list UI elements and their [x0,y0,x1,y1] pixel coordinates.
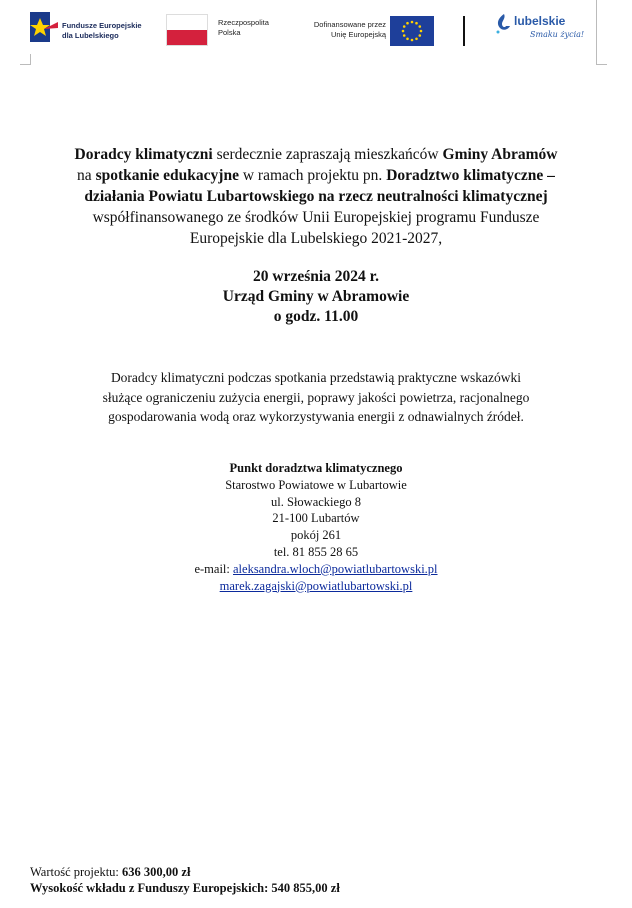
intro-bold-advisors: Doradcy klimatyczni [74,146,213,163]
intro-text: serdecznie zapraszają mieszkańców [212,146,443,163]
eu-flag-icon [390,16,434,46]
description-line: Doradcy klimatyczni podczas spotkania przedstawią praktyczne wskazówki [110,370,522,385]
eu-logo-line2: Unię Europejską [330,30,386,39]
intro-bold-meeting: spotkanie edukacyjne [95,167,239,184]
event-time: o godz. 11.00 [273,308,359,325]
event-description [30,368,602,427]
lubelskie-slogan: Smaku życia! [530,30,585,39]
fe-star-icon [30,12,58,42]
fundusze-europejskie-logo [30,12,160,50]
event-place: Urząd Gminy w Abramowie [222,288,410,305]
rzeczpospolita-logo [166,14,286,50]
page-corner-mark [596,54,607,65]
eu-funding-logo [298,14,438,50]
contact-org: Starostwo Powiatowe w Lubartowie [225,477,407,492]
eu-contribution-label: Wysokość wkładu z Funduszy Europejskich: [30,881,272,895]
intro-bold-project: Doradztwo klimatyczne – [386,167,555,184]
contact-street: ul. Słowackiego 8 [271,494,361,509]
invitation-text [30,144,602,249]
rp-logo-line1: Rzeczpospolita [218,18,269,27]
event-date: 20 września 2024 r. [253,268,379,285]
project-value: 636 300,00 zł [122,865,191,879]
eu-logo-line1: Dofinansowane przez [313,20,386,29]
intro-bold-gmina: Gminy Abramów [442,146,558,163]
intro-bold-project-cont: działania Powiatu Lubartowskiego na rzecz neutralności klimatycznej [84,188,548,205]
page-corner-mark [596,0,607,54]
polish-flag-icon [166,14,208,46]
fe-logo-line1: Fundusze Europejskie [62,21,142,30]
email-label: e-mail: [194,561,233,576]
logo-strip [0,0,632,60]
event-details [30,267,602,327]
eu-contribution-value: 540 855,00 zł [271,881,340,895]
intro-text: Europejskie dla Lubelskiego 2021-2027, [189,230,443,247]
fe-logo-line2: dla Lubelskiego [62,31,119,40]
intro-text: w ramach projektu pn. [238,167,387,184]
contact-city: 21-100 Lubartów [272,511,360,526]
contact-phone: tel. 81 855 28 65 [273,544,359,559]
contact-block [30,460,602,594]
project-value-label: Wartość projektu: [30,865,123,879]
project-footer [30,864,340,896]
email-link-zagajski[interactable]: marek.zagajski@powiatlubartowski.pl [219,578,413,593]
description-line: służące ograniczeniu zużycia energii, poprawy jakości powietrza, racjonalnego [102,389,530,405]
lubelskie-mark-icon [494,12,514,36]
email-link-wloch[interactable]: aleksandra.wloch@powiatlubartowski.pl [233,561,438,576]
rp-logo-line2: Polska [218,28,241,37]
lubelskie-name: lubelskie [514,14,566,28]
description-line: gospodarowania wodą oraz wykorzystywania energii z odnawialnych źródeł. [108,409,524,424]
page-corner-mark [20,54,31,65]
intro-text: na [77,167,96,184]
intro-text: współfinansowanego ze środków Unii Europejskiej programu Fundusze [92,209,540,226]
contact-title: Punkt doradztwa klimatycznego [229,461,403,475]
logo-separator [463,16,465,46]
lubelskie-logo [494,12,590,48]
contact-room: pokój 261 [290,528,342,543]
